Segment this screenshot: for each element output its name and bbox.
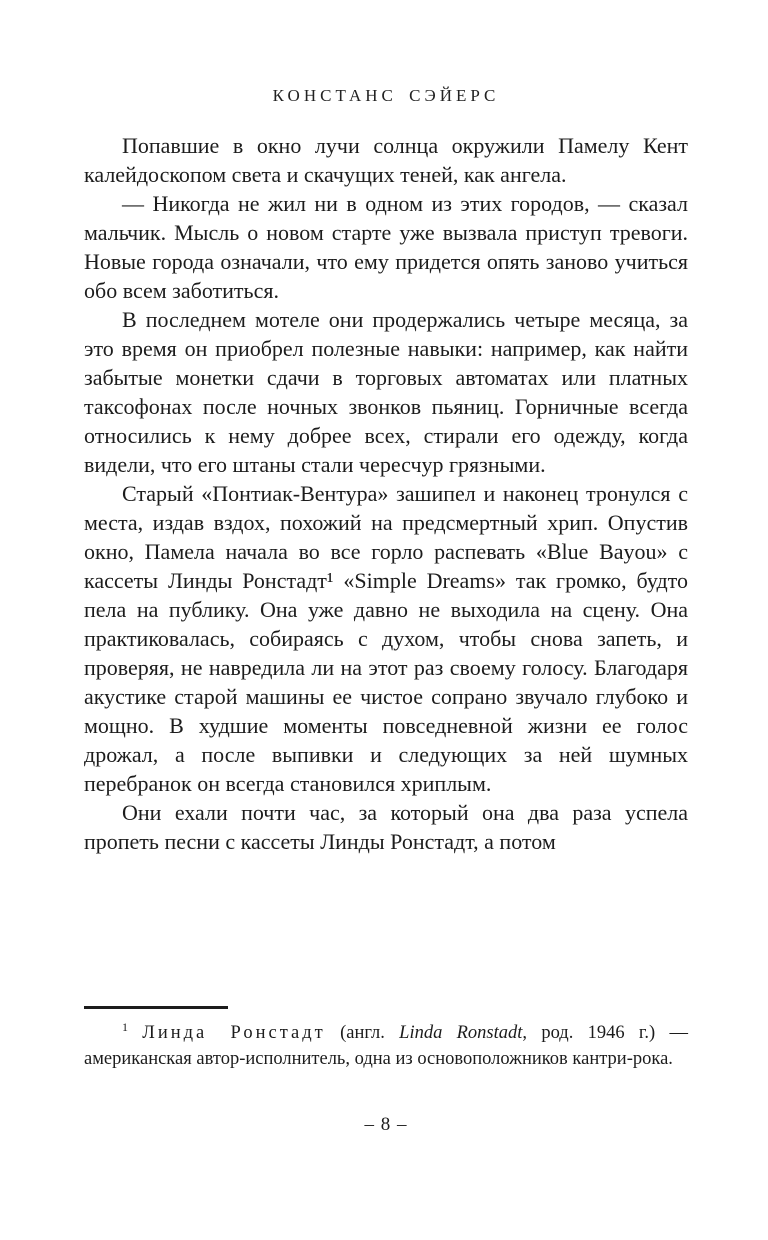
footnote	[84, 1020, 688, 1072]
body-text	[84, 131, 688, 997]
page-number: – 8 –	[364, 1114, 408, 1135]
footnote-latin-name: Linda Ronstadt	[399, 1023, 523, 1043]
paragraph-3: В последнем мотеле они продержались четыре месяца, за это время он приобрел полезные навыки: например, как найти забытые монетки сдачи в торговых автоматах или платных таксофонах после ночных звонков пьяниц. Горничные всегда относились к нему добрее всех, стирали его одежду, когда видели, что его штаны стали чересчур грязными.	[84, 307, 688, 477]
footnote-marker: 1	[122, 1019, 128, 1034]
footnote-text-pre: (англ.	[340, 1023, 385, 1043]
running-header: КОНСТАНС СЭЙЕРС	[272, 86, 500, 105]
footnote-term: Линда Ронстадт	[142, 1023, 326, 1043]
footnote-divider	[84, 1006, 228, 1009]
footnote-text-post: , род. 1946 г.) — американская автор-исполнитель, одна из основоположников кантри-рока.	[84, 1023, 689, 1069]
footnote-block	[84, 1006, 688, 1072]
paragraph-5: Они ехали почти час, за который она два раза успела пропеть песни с кассеты Линды Ронстадт, а потом	[84, 800, 688, 854]
paragraph-1: Попавшие в окно лучи солнца окружили Памелу Кент калейдоскопом света и скачущих теней, как ангела.	[84, 133, 688, 187]
paragraph-2: — Никогда не жил ни в одном из этих городов, — сказал мальчик. Мысль о новом старте уже вызвала приступ тревоги. Новые города означали, что ему придется опять заново учиться обо всем заботиться.	[84, 191, 688, 303]
paragraph-4: Старый «Понтиак-Вентура» зашипел и наконец тронулся с места, издав вздох, похожий на предсмертный хрип. Опустив окно, Памела начала во все горло распевать «Blue Bayou» с кассеты Линды Ронстадт¹ «Simple Dreams» так громко, будто пела на публику. Она уже давно не выходила на сцену. Она практиковалась, собираясь с духом, чтобы снова запеть, и проверяя, не навредила ли на этот раз своему голосу. Благодаря акустике старой машины ее чистое сопрано звучало глубоко и мощно. В худшие моменты повседневной жизни ее голос дрожал, а после выпивки и следующих за ней шумных перебранок он всегда становился хриплым.	[84, 481, 688, 796]
